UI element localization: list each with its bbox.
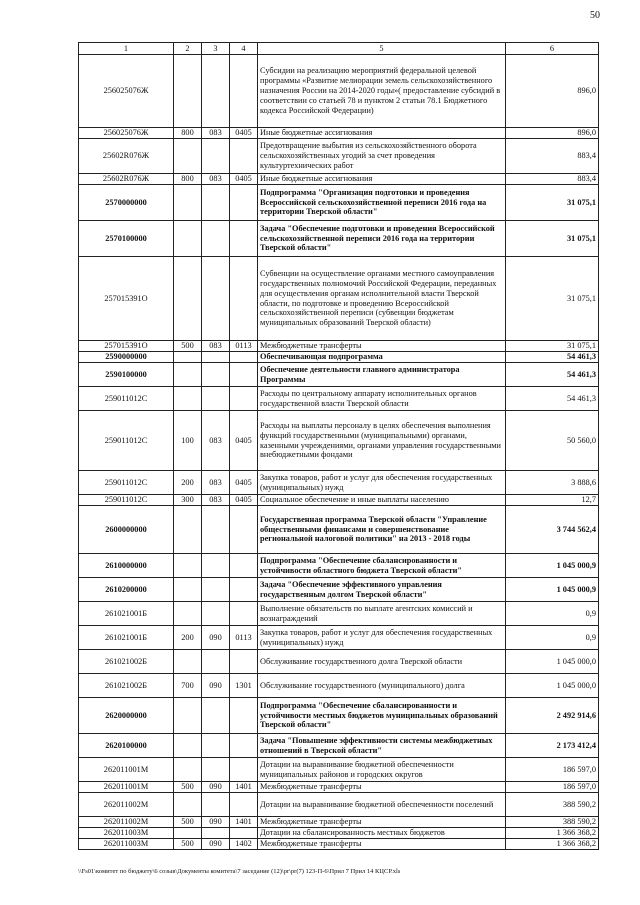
code-cell: 257015391О (79, 341, 174, 352)
code-cell: 262011002М (79, 793, 174, 817)
section-cell (230, 387, 258, 411)
amount-cell: 0,9 (506, 626, 599, 650)
ministry-cell (202, 221, 230, 257)
expense-type-cell: 100 (174, 411, 202, 471)
code-cell: 256025076Ж (79, 55, 174, 128)
amount-cell: 388 590,2 (506, 817, 599, 828)
code-cell: 259011012С (79, 387, 174, 411)
ministry-cell (202, 257, 230, 341)
ministry-cell (202, 650, 230, 674)
ministry-cell (202, 602, 230, 626)
code-cell: 2590000000 (79, 352, 174, 363)
amount-cell: 896,0 (506, 128, 599, 139)
amount-cell: 388 590,2 (506, 793, 599, 817)
section-cell (230, 602, 258, 626)
table-row (79, 626, 599, 650)
description-cell: Расходы на выплаты персоналу в целях обеспечения выполнения функций государственными (муниципальными) органами, казенными учреждениями, органами управления государственными внебюджетными фондами (258, 411, 506, 471)
amount-cell: 186 597,0 (506, 758, 599, 782)
code-cell: 261021002Б (79, 650, 174, 674)
expense-type-cell: 800 (174, 174, 202, 185)
column-header: 6 (506, 43, 599, 55)
code-cell: 261021001Б (79, 602, 174, 626)
amount-cell: 54 461,3 (506, 363, 599, 387)
amount-cell: 1 366 368,2 (506, 828, 599, 839)
ministry-cell: 083 (202, 174, 230, 185)
ministry-cell (202, 758, 230, 782)
expense-type-cell (174, 387, 202, 411)
section-cell: 1402 (230, 839, 258, 850)
ministry-cell (202, 828, 230, 839)
description-cell: Подпрограмма "Обеспечение сбалансированности и устойчивости местных бюджетов муниципальных образований Тверской области" (258, 698, 506, 734)
ministry-cell (202, 387, 230, 411)
expense-type-cell (174, 698, 202, 734)
amount-cell: 896,0 (506, 55, 599, 128)
expense-type-cell: 300 (174, 495, 202, 506)
section-cell (230, 221, 258, 257)
section-cell: 1401 (230, 817, 258, 828)
section-cell: 1301 (230, 674, 258, 698)
ministry-cell: 090 (202, 817, 230, 828)
table-row (79, 698, 599, 734)
code-cell: 262011002М (79, 817, 174, 828)
table-row (79, 352, 599, 363)
expense-type-cell: 500 (174, 839, 202, 850)
ministry-cell: 083 (202, 411, 230, 471)
ministry-cell: 083 (202, 341, 230, 352)
code-cell: 25602R076Ж (79, 174, 174, 185)
table-row (79, 817, 599, 828)
expense-type-cell: 200 (174, 626, 202, 650)
amount-cell: 12,7 (506, 495, 599, 506)
table-row (79, 602, 599, 626)
amount-cell: 1 045 000,0 (506, 674, 599, 698)
description-cell: Межбюджетные трансферты (258, 341, 506, 352)
amount-cell: 186 597,0 (506, 782, 599, 793)
budget-table (78, 42, 599, 850)
section-cell: 0405 (230, 411, 258, 471)
section-cell (230, 828, 258, 839)
code-cell: 261021001Б (79, 626, 174, 650)
section-cell (230, 793, 258, 817)
expense-type-cell (174, 352, 202, 363)
section-cell: 0113 (230, 626, 258, 650)
description-cell: Иные бюджетные ассигнования (258, 174, 506, 185)
description-cell: Межбюджетные трансферты (258, 782, 506, 793)
expense-type-cell (174, 55, 202, 128)
table-row (79, 578, 599, 602)
code-cell: 259011012С (79, 411, 174, 471)
amount-cell: 1 366 368,2 (506, 839, 599, 850)
section-cell (230, 650, 258, 674)
amount-cell: 883,4 (506, 174, 599, 185)
table-row (79, 257, 599, 341)
section-cell (230, 363, 258, 387)
column-header: 5 (258, 43, 506, 55)
code-cell: 262011003М (79, 828, 174, 839)
table-row (79, 363, 599, 387)
code-cell: 256025076Ж (79, 128, 174, 139)
expense-type-cell (174, 602, 202, 626)
table-row (79, 828, 599, 839)
section-cell (230, 578, 258, 602)
expense-type-cell (174, 139, 202, 174)
code-cell: 2600000000 (79, 506, 174, 554)
table-row (79, 128, 599, 139)
expense-type-cell (174, 758, 202, 782)
section-cell (230, 554, 258, 578)
ministry-cell (202, 793, 230, 817)
table-row (79, 495, 599, 506)
code-cell: 2570100000 (79, 221, 174, 257)
section-cell: 1401 (230, 782, 258, 793)
code-cell: 2610000000 (79, 554, 174, 578)
amount-cell: 0,9 (506, 602, 599, 626)
table-row (79, 782, 599, 793)
ministry-cell (202, 139, 230, 174)
column-header: 2 (174, 43, 202, 55)
ministry-cell: 083 (202, 128, 230, 139)
ministry-cell (202, 506, 230, 554)
description-cell: Подпрограмма "Обеспечение сбалансированности и устойчивости областного бюджета Тверской области" (258, 554, 506, 578)
description-cell: Субвенции на осуществление органами местного самоуправления государственных полномочий Российской Федерации, переданных для осуществления органам исполнительной власти Тверской области, по подготовке и проведению Всероссийской сельскохозяйственной переписи (субвенции бюджетам муниципальных образований Тверской области) (258, 257, 506, 341)
table-row (79, 506, 599, 554)
code-cell: 2620000000 (79, 698, 174, 734)
file-path-footer: \\Fs01\комитет по бюджету\6 созыв\Документы комитета\7 заседание (12)\pr\pr(7) 123-П-6\Прил 7 Прил 14 КЦСР.xls (78, 868, 401, 875)
description-cell: Межбюджетные трансферты (258, 839, 506, 850)
section-cell (230, 506, 258, 554)
table-row (79, 839, 599, 850)
expense-type-cell (174, 828, 202, 839)
table-body (79, 55, 599, 850)
column-header: 1 (79, 43, 174, 55)
description-cell: Задача "Повышение эффективности системы межбюджетных отношений в Тверской области" (258, 734, 506, 758)
code-cell: 259011012С (79, 471, 174, 495)
code-cell: 2610200000 (79, 578, 174, 602)
table-row (79, 185, 599, 221)
table-row (79, 55, 599, 128)
description-cell: Расходы по центральному аппарату исполнительных органов государственной власти Тверской области (258, 387, 506, 411)
ministry-cell: 090 (202, 782, 230, 793)
code-cell: 261021002Б (79, 674, 174, 698)
code-cell: 259011012С (79, 495, 174, 506)
description-cell: Задача "Обеспечение подготовки и проведения Всероссийской сельскохозяйственной переписи 2016 года на территории Тверской области" (258, 221, 506, 257)
table-row (79, 174, 599, 185)
description-cell: Межбюджетные трансферты (258, 817, 506, 828)
expense-type-cell: 800 (174, 128, 202, 139)
amount-cell: 3 888,6 (506, 471, 599, 495)
table-row (79, 139, 599, 174)
ministry-cell (202, 554, 230, 578)
table-header-row (79, 43, 599, 55)
column-header: 3 (202, 43, 230, 55)
ministry-cell (202, 734, 230, 758)
ministry-cell (202, 352, 230, 363)
expense-type-cell (174, 578, 202, 602)
page-number: 50 (590, 10, 600, 21)
expense-type-cell (174, 554, 202, 578)
table-row (79, 758, 599, 782)
section-cell: 0113 (230, 341, 258, 352)
expense-type-cell (174, 506, 202, 554)
table-row (79, 674, 599, 698)
description-cell: Выполнение обязательств по выплате агентских комиссий и вознаграждений (258, 602, 506, 626)
expense-type-cell (174, 793, 202, 817)
expense-type-cell: 500 (174, 817, 202, 828)
table-row (79, 341, 599, 352)
description-cell: Предотвращение выбытия из сельскохозяйственного оборота сельскохозяйственных угодий за счет проведения культуртехнических работ (258, 139, 506, 174)
amount-cell: 1 045 000,0 (506, 650, 599, 674)
ministry-cell (202, 578, 230, 602)
table-row (79, 793, 599, 817)
ministry-cell (202, 55, 230, 128)
table-row (79, 650, 599, 674)
table-row (79, 221, 599, 257)
section-cell (230, 139, 258, 174)
expense-type-cell: 500 (174, 782, 202, 793)
table-row (79, 411, 599, 471)
amount-cell: 31 075,1 (506, 221, 599, 257)
table-row (79, 387, 599, 411)
section-cell (230, 698, 258, 734)
description-cell: Дотации на выравнивание бюджетной обеспеченности муниципальных районов и городских округов (258, 758, 506, 782)
section-cell (230, 352, 258, 363)
ministry-cell: 090 (202, 674, 230, 698)
amount-cell: 54 461,3 (506, 352, 599, 363)
description-cell: Обслуживание государственного долга Тверской области (258, 650, 506, 674)
description-cell: Задача "Обеспечение эффективного управления государственным долгом Тверской области" (258, 578, 506, 602)
description-cell: Закупка товаров, работ и услуг для обеспечения государственных (муниципальных) нужд (258, 471, 506, 495)
expense-type-cell (174, 221, 202, 257)
section-cell (230, 55, 258, 128)
ministry-cell (202, 185, 230, 221)
section-cell: 0405 (230, 128, 258, 139)
description-cell: Подпрограмма "Организация подготовки и проведения Всероссийской сельскохозяйственной переписи 2016 года на территории Тверской области" (258, 185, 506, 221)
description-cell: Обслуживание государственного (муниципального) долга (258, 674, 506, 698)
section-cell (230, 185, 258, 221)
amount-cell: 31 075,1 (506, 185, 599, 221)
description-cell: Государственная программа Тверской области "Управление общественными финансами и совершенствование региональной налоговой политики" на 2013 - 2018 годы (258, 506, 506, 554)
code-cell: 2620100000 (79, 734, 174, 758)
amount-cell: 1 045 000,9 (506, 554, 599, 578)
section-cell (230, 734, 258, 758)
amount-cell: 50 560,0 (506, 411, 599, 471)
amount-cell: 54 461,3 (506, 387, 599, 411)
code-cell: 257015391О (79, 257, 174, 341)
amount-cell: 2 173 412,4 (506, 734, 599, 758)
ministry-cell: 090 (202, 839, 230, 850)
description-cell: Дотации на сбалансированность местных бюджетов (258, 828, 506, 839)
code-cell: 262011003М (79, 839, 174, 850)
section-cell: 0405 (230, 495, 258, 506)
table-row (79, 554, 599, 578)
table-row (79, 734, 599, 758)
description-cell: Субсидии на реализацию мероприятий федеральной целевой программы «Развитие мелиорации земель сельскохозяйственного назначения России на 2014-2020 годы»( предоставление субсидий в соответствии со статьей 78 и пунктом 2 статьи 78.1 Бюджетного кодекса Российской Федерации) (258, 55, 506, 128)
expense-type-cell (174, 185, 202, 221)
description-cell: Обеспечивающая подпрограмма (258, 352, 506, 363)
ministry-cell: 090 (202, 626, 230, 650)
expense-type-cell: 700 (174, 674, 202, 698)
description-cell: Дотации на выравнивание бюджетной обеспеченности поселений (258, 793, 506, 817)
code-cell: 262011001М (79, 758, 174, 782)
expense-type-cell (174, 650, 202, 674)
amount-cell: 883,4 (506, 139, 599, 174)
ministry-cell (202, 698, 230, 734)
column-header: 4 (230, 43, 258, 55)
expense-type-cell: 500 (174, 341, 202, 352)
code-cell: 25602R076Ж (79, 139, 174, 174)
description-cell: Иные бюджетные ассигнования (258, 128, 506, 139)
section-cell: 0405 (230, 174, 258, 185)
expense-type-cell (174, 734, 202, 758)
amount-cell: 31 075,1 (506, 257, 599, 341)
code-cell: 2570000000 (79, 185, 174, 221)
description-cell: Обеспечение деятельности главного администратора Программы (258, 363, 506, 387)
description-cell: Социальное обеспечение и иные выплаты населению (258, 495, 506, 506)
table-row (79, 471, 599, 495)
expense-type-cell (174, 363, 202, 387)
expense-type-cell (174, 257, 202, 341)
expense-type-cell: 200 (174, 471, 202, 495)
code-cell: 2590100000 (79, 363, 174, 387)
description-cell: Закупка товаров, работ и услуг для обеспечения государственных (муниципальных) нужд (258, 626, 506, 650)
section-cell (230, 257, 258, 341)
amount-cell: 3 744 562,4 (506, 506, 599, 554)
amount-cell: 2 492 914,6 (506, 698, 599, 734)
amount-cell: 1 045 000,9 (506, 578, 599, 602)
ministry-cell: 083 (202, 495, 230, 506)
section-cell: 0405 (230, 471, 258, 495)
ministry-cell: 083 (202, 471, 230, 495)
code-cell: 262011001М (79, 782, 174, 793)
ministry-cell (202, 363, 230, 387)
amount-cell: 31 075,1 (506, 341, 599, 352)
section-cell (230, 758, 258, 782)
